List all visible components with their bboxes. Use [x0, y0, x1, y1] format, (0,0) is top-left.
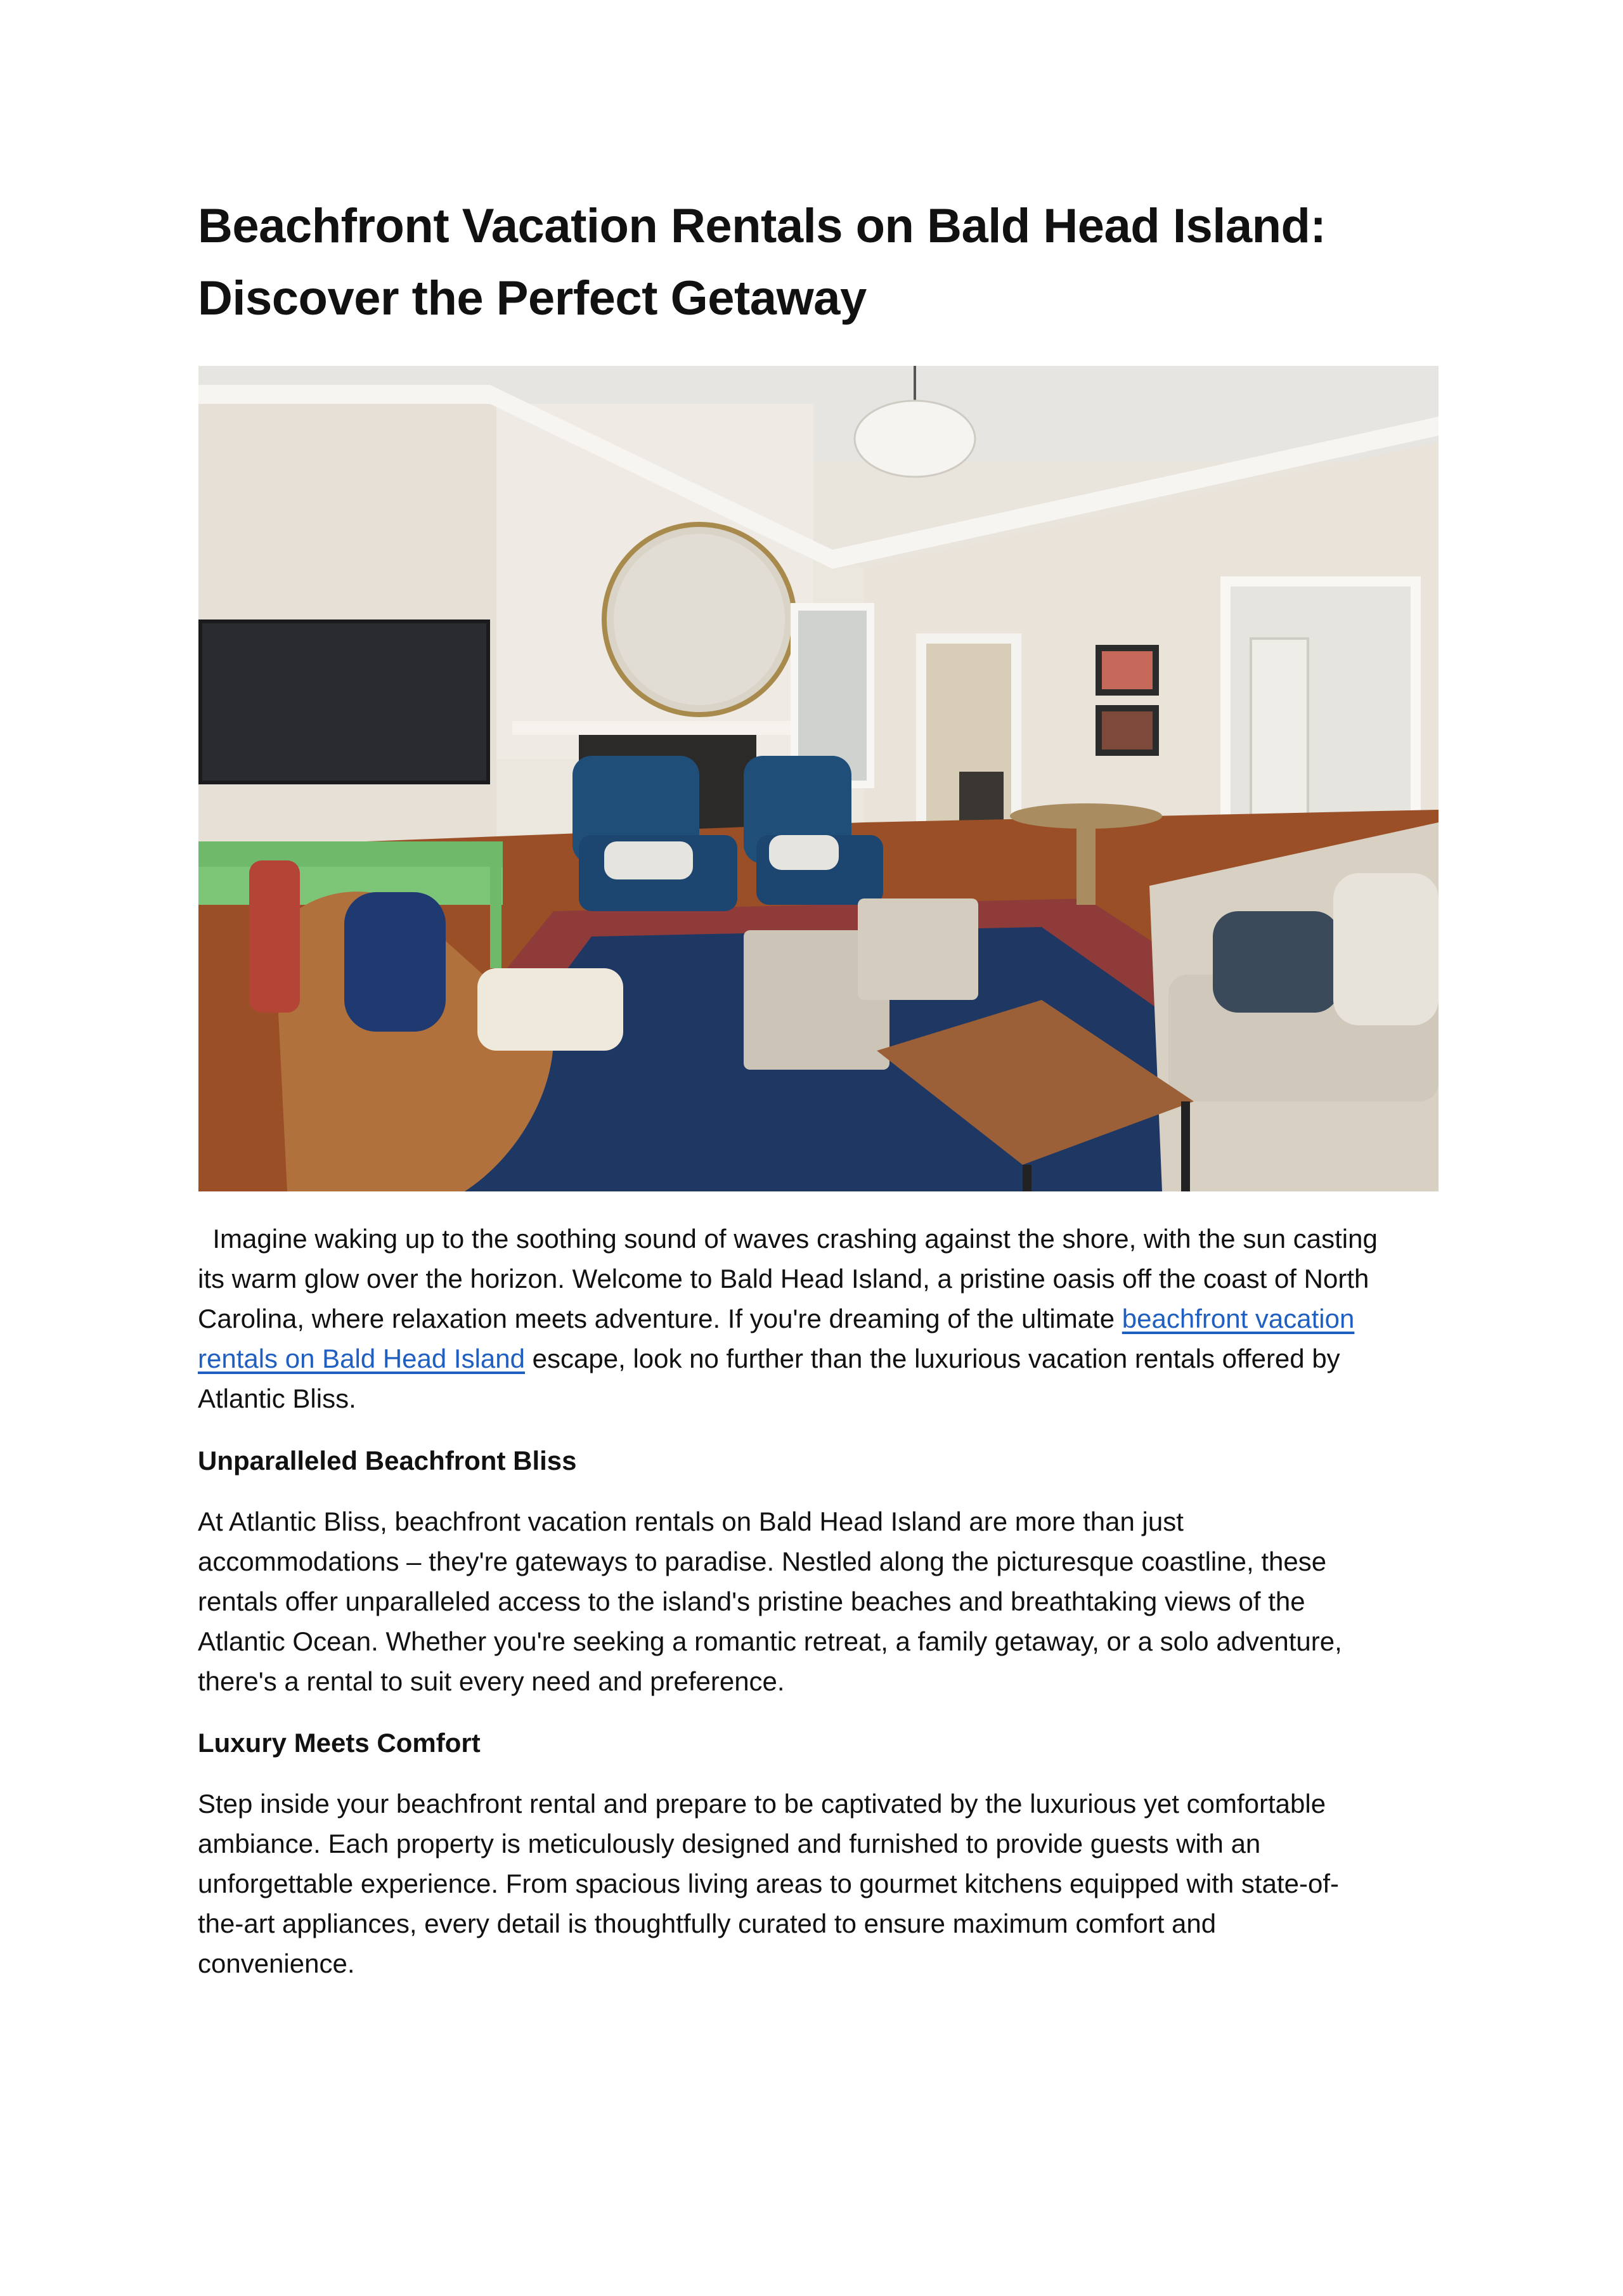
section-heading-luxury: Luxury Meets Comfort — [198, 1728, 481, 1758]
rentals-link-part-1[interactable]: beachfront vacation — [1122, 1304, 1355, 1333]
section-heading-unparalleled: Unparalleled Beachfront Bliss — [198, 1446, 577, 1476]
intro-line-4 — [198, 1339, 1440, 1378]
section1-line-5: there's a rental to suit every need and preference. — [198, 1666, 785, 1696]
section2-line-5: convenience. — [198, 1949, 355, 1978]
title-line-2: Discover the Perfect Getaway — [198, 271, 867, 325]
section1-line-3: rentals offer unparalleled access to the island's pristine beaches and breathtaking views of the — [198, 1586, 1305, 1616]
intro-line-5: Atlantic Bliss. — [198, 1384, 356, 1413]
rentals-link-part-2[interactable]: rentals on Bald Head Island — [198, 1344, 525, 1373]
page-title — [198, 190, 1466, 335]
section2-paragraph — [198, 1784, 1440, 1983]
intro-line-1: Imagine waking up to the soothing sound of waves crashing against the shore, with the sun casting — [198, 1224, 1378, 1254]
intro-paragraph — [198, 1219, 1440, 1418]
intro-line-4-text: escape, look no further than the luxurious vacation rentals offered by — [525, 1344, 1340, 1373]
intro-line-3 — [198, 1299, 1440, 1339]
section2-line-1: Step inside your beachfront rental and prepare to be captivated by the luxurious yet comfortable — [198, 1789, 1326, 1819]
living-room-photo — [198, 366, 1439, 1191]
intro-line-2: its warm glow over the horizon. Welcome to Bald Head Island, a pristine oasis off the coast of North — [198, 1264, 1369, 1294]
section1-line-2: accommodations – they're gateways to paradise. Nestled along the picturesque coastline, these — [198, 1547, 1327, 1576]
section1-line-1: At Atlantic Bliss, beachfront vacation rentals on Bald Head Island are more than just — [198, 1507, 1184, 1536]
section1-line-4: Atlantic Ocean. Whether you're seeking a romantic retreat, a family getaway, or a solo adventure, — [198, 1626, 1342, 1656]
section2-line-2: ambiance. Each property is meticulously designed and furnished to provide guests with an — [198, 1829, 1261, 1858]
section2-line-3: unforgettable experience. From spacious living areas to gourmet kitchens equipped with state-of- — [198, 1869, 1339, 1898]
section1-paragraph — [198, 1501, 1440, 1701]
intro-line-3-text: Carolina, where relaxation meets adventure. If you're dreaming of the ultimate — [198, 1304, 1122, 1333]
title-line-1: Beachfront Vacation Rentals on Bald Head Island: — [198, 199, 1326, 253]
section2-line-4: the-art appliances, every detail is thoughtfully curated to ensure maximum comfort and — [198, 1909, 1217, 1938]
